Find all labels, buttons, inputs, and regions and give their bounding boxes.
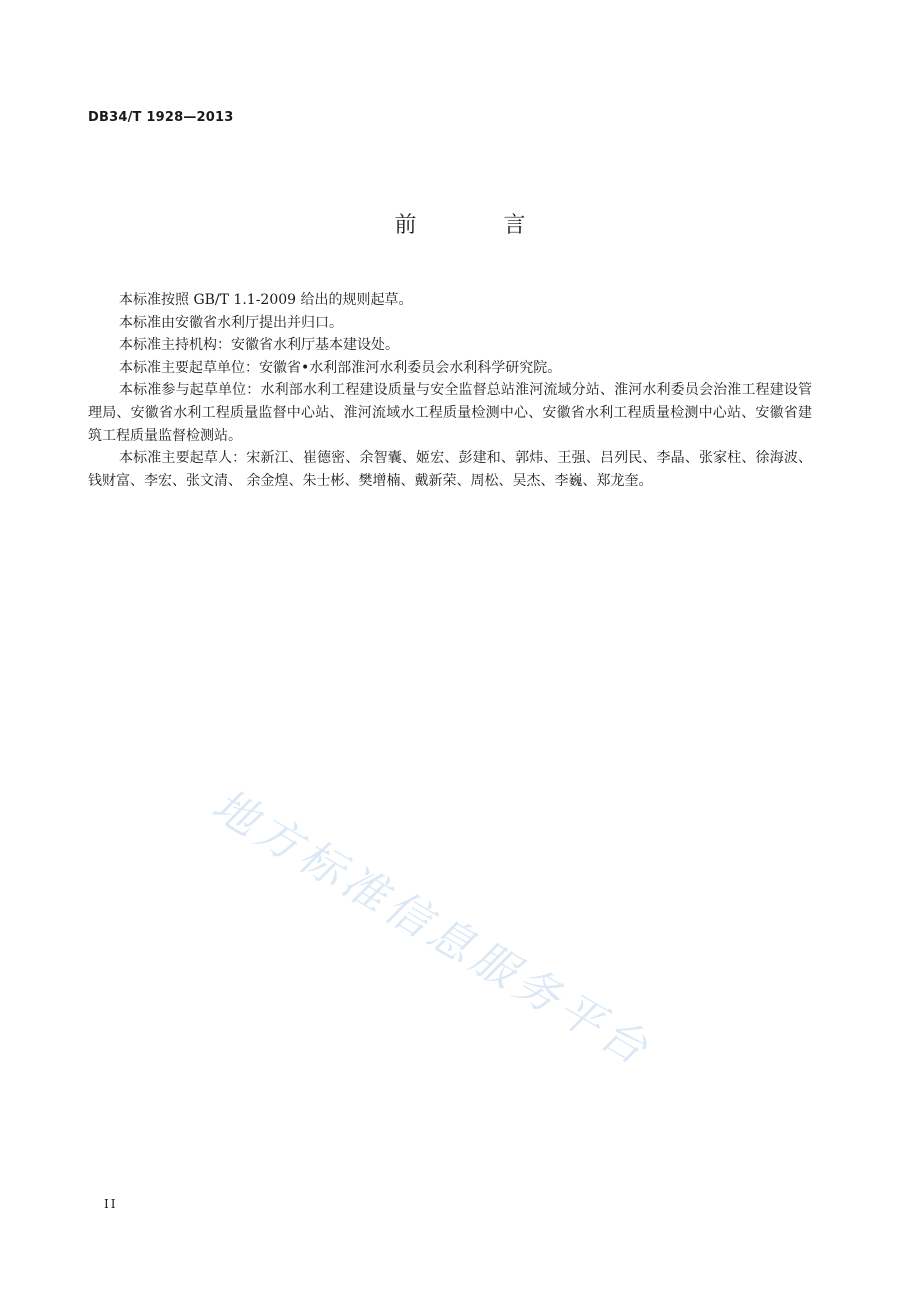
- standard-code: DB34/T 1928—2013: [88, 110, 234, 125]
- page-title: 前 言: [394, 213, 566, 238]
- paragraph-main-drafters: 本标准主要起草人：宋新江、崔德密、余智囊、姬宏、彭建和、郭炜、王强、吕列民、李晶、张家柱、徐海波、钱财富、李宏、张文清、 余金煌、朱士彬、樊增楠、戴新荣、周松、吴杰、李巍、郑龙奎。: [88, 450, 812, 489]
- foreword-body: [88, 289, 812, 492]
- paragraph-proposer: 本标准由安徽省水利厅提出并归口。: [119, 314, 343, 331]
- paragraph-main-drafting-unit: 本标准主要起草单位：安徽省•水利部淮河水利委员会水利科学研究院。: [119, 359, 562, 376]
- paragraph-drafting-rules: 本标准按照 GB/T 1.1-2009 给出的规则起草。: [119, 292, 413, 308]
- paragraph-participating-units: 本标准参与起草单位：水利部水利工程建设质量与安全监督总站淮河流域分站、淮河水利委员会治淮工程建设管理局、安徽省水利工程质量监督中心站、淮河流域水工程质量检测中心、安徽省水利工程质量检测中心站、安徽省建筑工程质量监督检测站。: [88, 382, 812, 444]
- page-number: II: [104, 1197, 118, 1211]
- watermark: 地方标准信息服务平台: [203, 779, 661, 1078]
- paragraph-host-organization: 本标准主持机构：安徽省水利厅基本建设处。: [119, 337, 399, 354]
